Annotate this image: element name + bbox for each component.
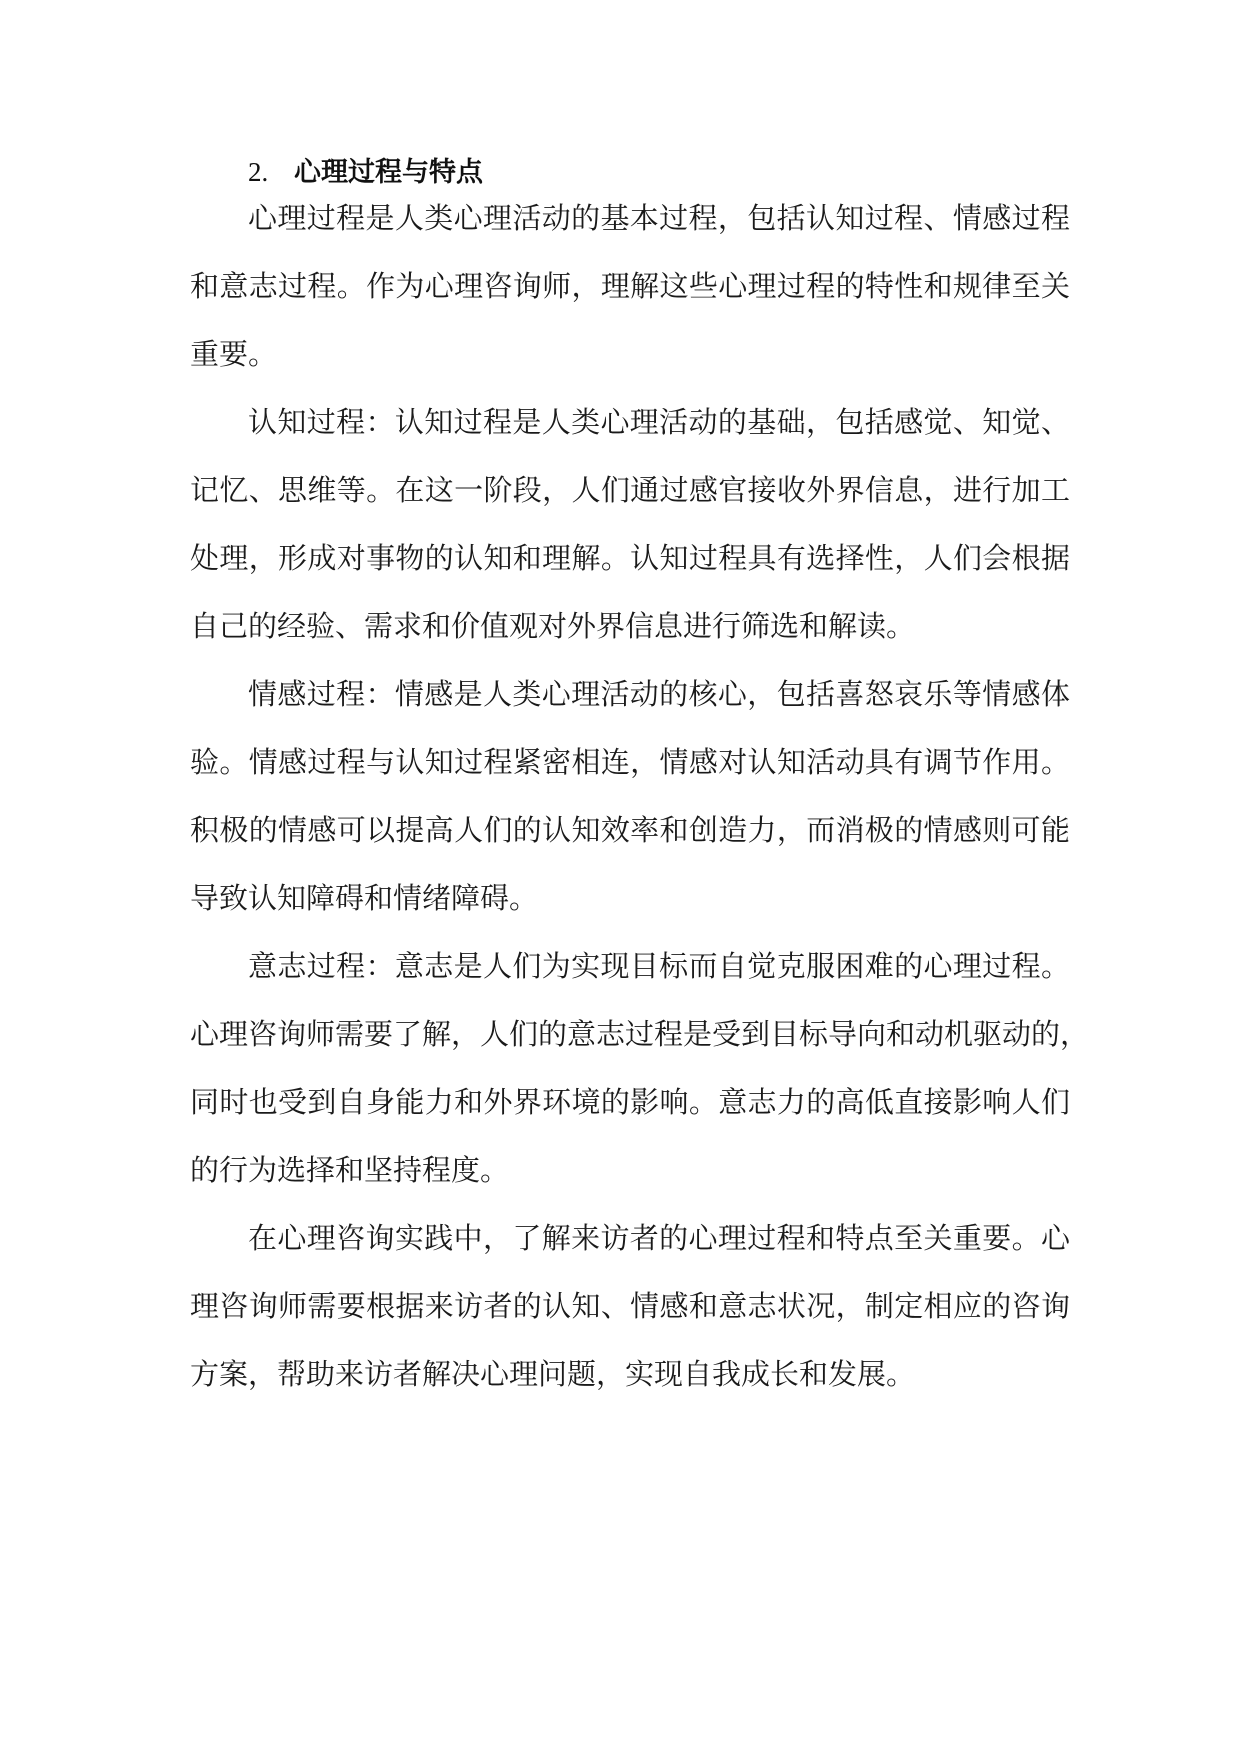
paragraph-3-line-2: 验。情感过程与认知过程紧密相连，情感对认知活动具有调节作用。 bbox=[190, 745, 1070, 779]
paragraph-3-line-1: 情感过程：情感是人类心理活动的核心，包括喜怒哀乐等情感体 bbox=[248, 677, 1070, 711]
paragraph-1-line-3: 重要。 bbox=[190, 337, 278, 371]
paragraph-2-line-4: 自己的经验、需求和价值观对外界信息进行筛选和解读。 bbox=[190, 609, 916, 643]
paragraph-2-line-3: 处理，形成对事物的认知和理解。认知过程具有选择性，人们会根据 bbox=[190, 541, 1070, 575]
paragraph-2-line-2: 记忆、思维等。在这一阶段，人们通过感官接收外界信息，进行加工 bbox=[190, 473, 1070, 507]
paragraph-4-line-2: 心理咨询师需要了解，人们的意志过程是受到目标导向和动机驱动的， bbox=[190, 1017, 1090, 1051]
paragraph-5-line-2: 理咨询师需要根据来访者的认知、情感和意志状况，制定相应的咨询 bbox=[190, 1289, 1070, 1323]
paragraph-4-line-3: 同时也受到自身能力和外界环境的影响。意志力的高低直接影响人们 bbox=[190, 1085, 1070, 1119]
paragraph-4-line-4: 的行为选择和坚持程度。 bbox=[190, 1153, 510, 1187]
paragraph-3-line-3: 积极的情感可以提高人们的认知效率和创造力，而消极的情感则可能 bbox=[190, 813, 1070, 847]
section-heading bbox=[248, 150, 483, 195]
paragraph-1-line-2: 和意志过程。作为心理咨询师，理解这些心理过程的特性和规律至关 bbox=[190, 269, 1070, 303]
section-title: 心理过程与特点 bbox=[294, 157, 483, 188]
section-number: 2. bbox=[248, 157, 269, 187]
paragraph-5-line-1: 在心理咨询实践中，了解来访者的心理过程和特点至关重要。心 bbox=[248, 1221, 1070, 1255]
paragraph-5-line-3: 方案，帮助来访者解决心理问题，实现自我成长和发展。 bbox=[190, 1357, 916, 1391]
paragraph-2-line-1: 认知过程：认知过程是人类心理活动的基础，包括感觉、知觉、 bbox=[248, 405, 1070, 439]
paragraph-1-line-1: 心理过程是人类心理活动的基本过程，包括认知过程、情感过程 bbox=[248, 201, 1070, 235]
paragraph-3-line-4: 导致认知障碍和情绪障碍。 bbox=[190, 881, 539, 915]
paragraph-4-line-1: 意志过程：意志是人们为实现目标而自觉克服困难的心理过程。 bbox=[248, 949, 1070, 983]
